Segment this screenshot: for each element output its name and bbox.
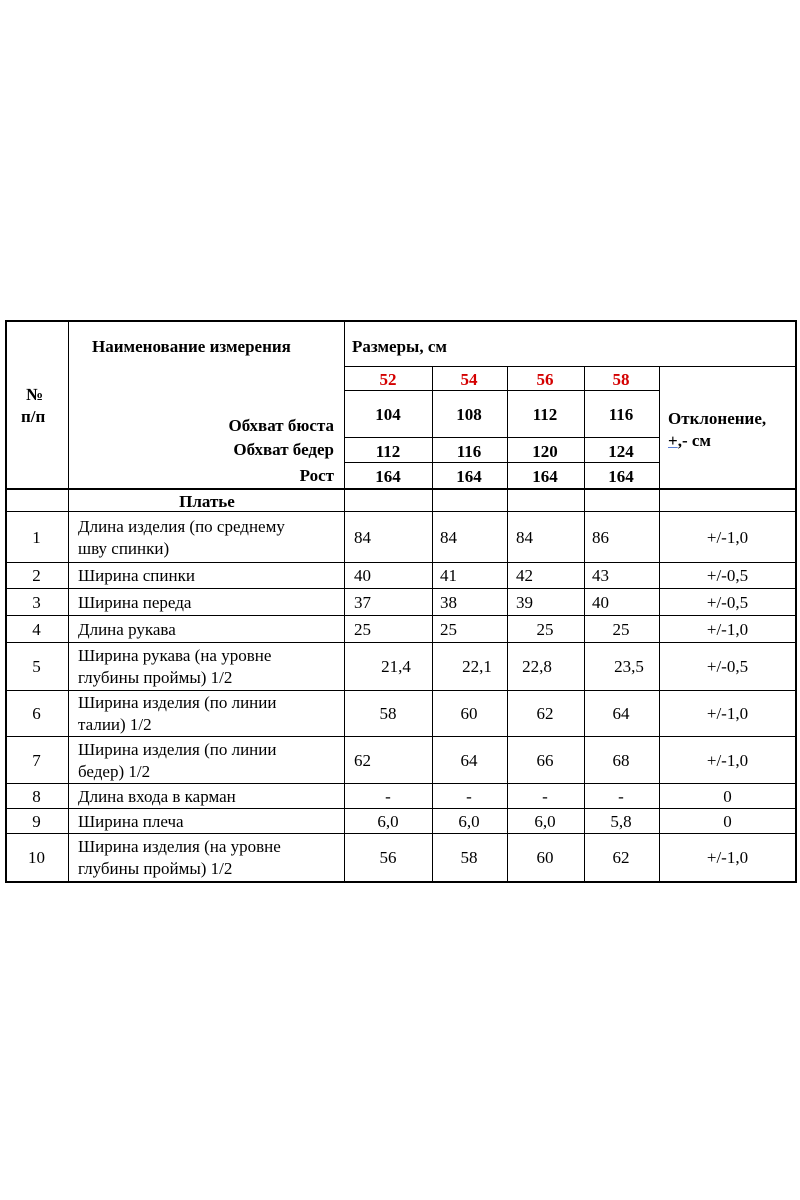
deviation-label: Отклонение, [668, 409, 767, 428]
grid-line [344, 437, 659, 438]
hips-value: 120 [532, 442, 558, 461]
row-value: 22,1 [462, 657, 492, 676]
table-bottom-border [5, 881, 797, 883]
row-value: 66 [536, 750, 554, 770]
row-value: 22,8 [522, 657, 552, 676]
row-value: 64 [612, 704, 630, 723]
section-title: Платье [179, 492, 235, 511]
size-label: 54 [460, 370, 478, 389]
row-value: 21,4 [381, 657, 411, 676]
row-value: 84 [440, 527, 457, 547]
row-name: Ширина плеча [78, 811, 184, 831]
grid-line [5, 615, 797, 616]
row-deviation: +/-0,5 [706, 592, 749, 612]
hips-value: 124 [608, 442, 634, 461]
grid-line [344, 320, 345, 881]
row-name-cont: талии) 1/2 [78, 715, 152, 734]
row-value: 84 [354, 527, 371, 547]
row-value: 5,8 [610, 811, 632, 831]
row-name-cont: бедер) 1/2 [78, 761, 151, 781]
row-number: 1 [32, 527, 41, 547]
grid-line [5, 642, 797, 643]
row-number: 5 [32, 657, 41, 676]
bust-value: 116 [608, 405, 634, 424]
row-deviation: +/-1,0 [706, 619, 749, 639]
grid-line [5, 736, 797, 737]
height-value: 164 [456, 467, 482, 486]
grid-line [344, 390, 659, 391]
grid-line [5, 562, 797, 563]
height-label: Рост [299, 466, 334, 485]
row-value: 6,0 [377, 811, 399, 831]
grid-line [584, 366, 585, 881]
hips-label: Обхват бедер [233, 440, 334, 459]
row-value: - [542, 786, 548, 806]
row-value: 25 [536, 619, 554, 639]
row-value: 38 [440, 592, 457, 612]
height-value: 164 [532, 467, 558, 486]
row-number: 10 [28, 848, 45, 867]
row-value: 40 [592, 592, 609, 612]
row-value: - [385, 786, 391, 806]
hips-value: 116 [456, 442, 482, 461]
row-name-cont: глубины проймы) 1/2 [78, 859, 233, 878]
measure-title: Наименование измерения [92, 337, 291, 356]
row-name: Ширина рукава (на уровне [78, 646, 272, 665]
row-number: 2 [32, 566, 41, 585]
table-top-border [5, 320, 797, 322]
size-label: 56 [536, 370, 554, 389]
row-value: 84 [516, 527, 533, 547]
deviation-rest: ,- см [677, 431, 711, 450]
size-label: 58 [612, 370, 630, 389]
row-value: 41 [440, 566, 457, 585]
row-name-cont: шву спинки) [78, 538, 170, 558]
deviation-unit [668, 430, 711, 451]
size-label: 52 [379, 370, 397, 389]
row-deviation: 0 [723, 786, 732, 806]
grid-line [432, 366, 433, 881]
grid-line [5, 690, 797, 691]
row-number: 4 [32, 619, 41, 639]
row-name: Длина входа в карман [78, 786, 236, 806]
row-name: Длина рукава [78, 619, 176, 639]
row-value: 25 [354, 619, 371, 639]
grid-line [5, 808, 797, 809]
bust-label: Обхват бюста [228, 416, 334, 435]
row-value: 25 [440, 619, 457, 639]
row-deviation: +/-0,5 [706, 566, 749, 585]
grid-line [5, 588, 797, 589]
row-value: 6,0 [458, 811, 480, 831]
row-deviation: +/-1,0 [706, 527, 749, 547]
row-value: 25 [612, 619, 630, 639]
grid-line [5, 783, 797, 784]
row-value: 58 [379, 704, 397, 723]
row-value: 62 [536, 704, 554, 723]
row-value: 86 [592, 527, 609, 547]
row-value: 42 [516, 566, 533, 585]
grid-line [507, 366, 508, 881]
row-deviation: +/-0,5 [706, 657, 749, 676]
height-value: 164 [375, 467, 401, 486]
row-number: 9 [32, 811, 41, 831]
row-deviation: +/-1,0 [706, 704, 749, 723]
row-number: 6 [32, 704, 41, 723]
row-number: 8 [32, 786, 41, 806]
row-value: 37 [354, 592, 371, 612]
row-value: 64 [460, 750, 478, 770]
row-value: 62 [354, 750, 371, 770]
bust-value: 108 [456, 405, 482, 424]
header-bottom-border [5, 488, 797, 490]
row-value: 23,5 [614, 657, 644, 676]
row-value: 60 [536, 848, 554, 867]
height-value: 164 [608, 467, 634, 486]
row-deviation: +/-1,0 [706, 848, 749, 867]
row-value: 43 [592, 566, 609, 585]
row-number: 7 [32, 750, 41, 770]
grid-line [5, 511, 797, 512]
deviation-plus: + [668, 431, 678, 450]
grid-line [344, 462, 659, 463]
row-name: Длина изделия (по среднему [78, 516, 285, 536]
grid-line [68, 320, 69, 881]
row-value: 68 [612, 750, 630, 770]
row-value: - [466, 786, 472, 806]
pp-label: п/п [21, 407, 46, 426]
row-value: 58 [460, 848, 478, 867]
row-value: 39 [516, 592, 533, 612]
row-deviation: +/-1,0 [706, 750, 749, 770]
grid-line [344, 366, 796, 367]
row-name-cont: глубины проймы) 1/2 [78, 668, 233, 687]
row-name: Ширина изделия (по линии [78, 739, 277, 759]
row-value: - [618, 786, 624, 806]
bust-value: 112 [532, 405, 558, 424]
sizes-title: Размеры, см [352, 337, 447, 356]
row-value: 62 [612, 848, 630, 867]
row-deviation: 0 [723, 811, 732, 831]
grid-line [5, 833, 797, 834]
row-name: Ширина переда [78, 592, 192, 612]
num-label: № [26, 385, 44, 404]
row-value: 6,0 [534, 811, 556, 831]
row-name: Ширина изделия (на уровне [78, 837, 281, 856]
row-value: 60 [460, 704, 478, 723]
row-value: 56 [379, 848, 397, 867]
bust-value: 104 [375, 405, 401, 424]
row-number: 3 [32, 592, 41, 612]
row-name: Ширина изделия (по линии [78, 693, 277, 712]
row-value: 40 [354, 566, 371, 585]
row-name: Ширина спинки [78, 566, 195, 585]
hips-value: 112 [375, 442, 401, 461]
